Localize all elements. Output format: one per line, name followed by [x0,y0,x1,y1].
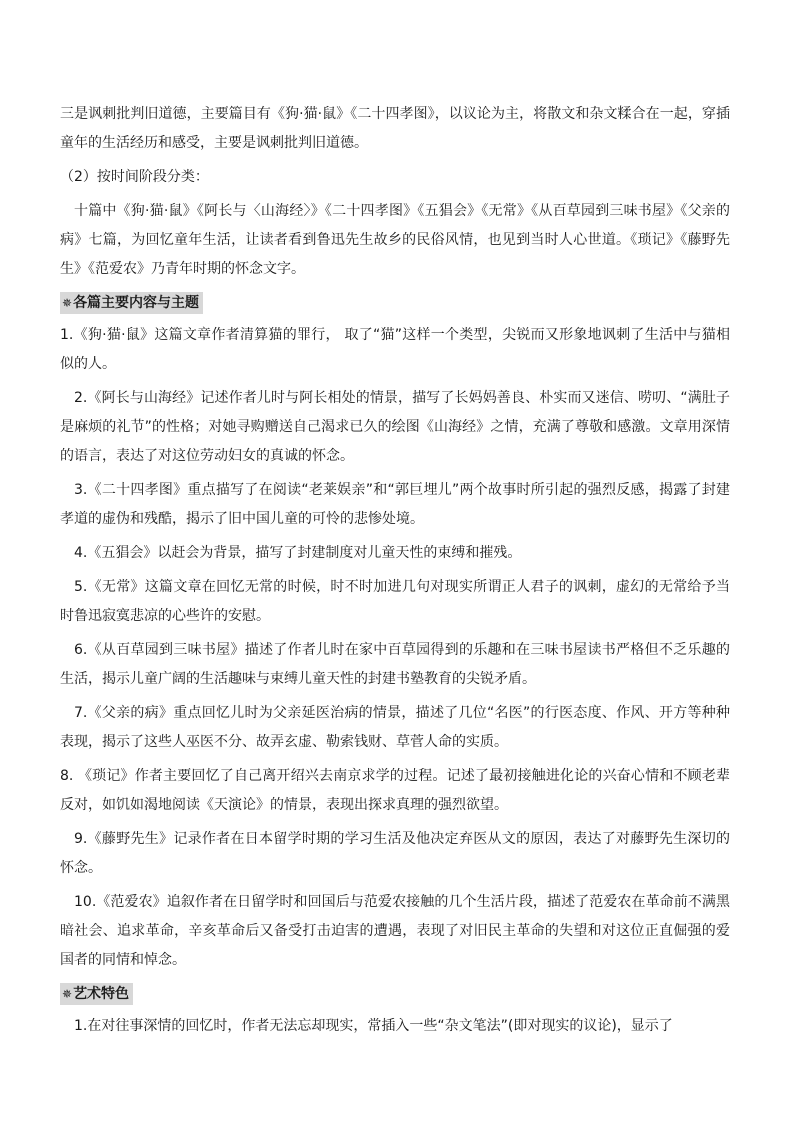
list-item: 1.在对往事深情的回忆时，作者无法忘却现实，常插入一些“杂文笔法”(即对现实的议论)，显示了 [74,1018,673,1034]
section-heading-label: 艺术特色 [73,986,130,1002]
section-heading-label: 各篇主要内容与主题 [73,295,200,311]
subheading-time-classification: （2）按时间阶段分类： [60,169,209,185]
paragraph-intro: 三是讽刺批判旧道德，主要篇目有《狗·猫·鼠》《二十四孝图》，以议论为主，将散文和杂文糅合在一起，穿插童年的生活经历和感受，主要是讽刺批判旧道德。 [60,106,730,151]
star-icon: ✵ [62,987,73,1001]
list-item: 9.《藤野先生》记录作者在日本留学时期的学习生活及他决定弃医从文的原因，表达了对藤野先生深切的怀念。 [60,831,730,876]
list-item: 5.《无常》这篇文章在回忆无常的时候，时不时加进几句对现实所谓正人君子的讽刺，虚幻的无常给予当时鲁迅寂寞悲凉的心些许的安慰。 [60,579,730,624]
list-item: 2.《阿长与山海经》记述作者儿时与阿长相处的情景，描写了长妈妈善良、朴实而又迷信、唠叨、“满肚子是麻烦的礼节”的性格；对她寻购赠送自己渴求已久的绘图《山海经》之情，充满了尊敬和感激。文章用深情的语言，表达了对这位劳动妇女的真诚的怀念。 [60,390,730,464]
list-item: 3.《二十四孝图》重点描写了在阅读“老莱娱亲”和“郭巨埋儿”两个故事时所引起的强烈反感，揭露了封建孝道的虚伪和残酷，揭示了旧中国儿童的可怜的悲惨处境。 [60,482,730,527]
paragraph-time-classification: 十篇中《狗·猫·鼠》《阿长与〈山海经〉》《二十四孝图》《五猖会》《无常》《从百草园到三味书屋》《父亲的病》七篇，为回忆童年生活，让读者看到鲁迅先生故乡的民俗风情，也见到当时人心世道。《琐记》《藤野先生》《范爱农》乃青年时期的怀念文字。 [60,203,730,277]
list-item: 1.《狗·猫·鼠》这篇文章作者清算猫的罪行， 取了“猫”这样一个类型，尖锐而又形象地讽刺了生活中与猫相似的人。 [60,327,730,372]
list-item: 10.《范爱农》追叙作者在日留学时和回国后与范爱农接触的几个生活片段，描述了范爱农在革命前不满黑暗社会、追求革命，辛亥革命后又备受打击迫害的遭遇，表现了对旧民主革命的失望和对这位正直倔强的爱国者的同情和悼念。 [60,894,730,968]
list-item: 4.《五猖会》以赶会为背景，描写了封建制度对儿童天性的束缚和摧残。 [74,545,522,561]
section-heading-contents [60,292,203,314]
section-heading-art-features [60,983,133,1005]
star-icon: ✵ [62,296,73,310]
list-item: 8. 《琐记》作者主要回忆了自己离开绍兴去南京求学的过程。记述了最初接触进化论的兴奋心情和不顾老辈反对，如饥如渴地阅读《天演论》的情景，表现出探求真理的强烈欲望。 [60,768,730,813]
document-body [60,100,730,1046]
list-item: 7.《父亲的病》重点回忆儿时为父亲延医治病的情景，描述了几位“名医”的行医态度、作风、开方等种种表现，揭示了这些人巫医不分、故弄玄虚、勒索钱财、草菅人命的实质。 [60,705,730,750]
list-item: 6.《从百草园到三味书屋》描述了作者儿时在家中百草园得到的乐趣和在三味书屋读书严格但不乏乐趣的生活，揭示儿童广阔的生活趣味与束缚儿童天性的封建书塾教育的尖锐矛盾。 [60,642,730,687]
